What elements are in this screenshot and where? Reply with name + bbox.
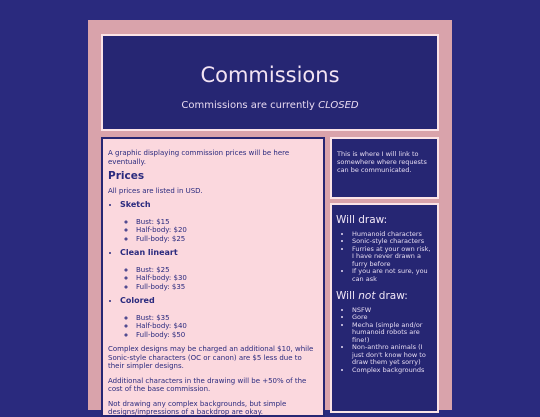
page-title: Commissions	[200, 63, 340, 87]
status-prefix: Commissions are currently	[181, 100, 315, 111]
price-item: ◦ Bust: $25	[136, 266, 318, 275]
will-draw-heading: Will draw:	[336, 214, 388, 226]
category-name: • Clean lineart	[120, 248, 178, 257]
list-item: • Gore	[352, 314, 433, 322]
price-item: ◦ Bust: $15	[136, 218, 318, 227]
will-draw-list	[336, 231, 433, 284]
list-item: • Furries at your own risk, I have never drawn a furry before	[352, 246, 433, 269]
price-item: ◦ Half-body: $20	[136, 226, 318, 235]
price-item: ◦ Full-body: $25	[136, 235, 318, 244]
price-item: ◦ Full-body: $35	[136, 283, 318, 292]
price-item: ◦ Half-body: $40	[136, 322, 318, 331]
will-not-draw-list	[336, 307, 433, 375]
prices-heading: Prices	[108, 170, 145, 182]
category-clean-lineart	[120, 249, 318, 291]
price-item: ◦ Full-body: $50	[136, 331, 318, 340]
category-sketch	[120, 201, 318, 243]
will-not-draw-heading: Will not draw:	[336, 290, 408, 302]
status-value: CLOSED	[318, 100, 359, 111]
contact-info-panel	[330, 137, 439, 199]
category-name: • Sketch	[120, 200, 151, 209]
price-item: ◦ Bust: $35	[136, 314, 318, 323]
price-item: ◦ Half-body: $30	[136, 274, 318, 283]
category-colored	[120, 297, 318, 339]
background-note: Not drawing any complex backgrounds, but simple designs/impressions of a backdrop are okay.	[108, 399, 287, 416]
list-item: • Non-anthro animals (I just don't know how to draw them yet sorry)	[352, 344, 433, 367]
additional-note: Additional characters in the drawing will be +50% of the cost of the base commission.	[108, 376, 307, 393]
list-item: • Sonic-style characters	[352, 238, 433, 246]
price-categories	[108, 201, 318, 339]
draw-rules-panel	[330, 203, 439, 413]
list-item: • NSFW	[352, 307, 433, 315]
list-item: • Mecha (simple and/or humanoid robots are fine!)	[352, 322, 433, 345]
header-panel	[101, 34, 439, 131]
contact-info-text: This is where I will link to somewhere where requests can be communicated.	[337, 150, 427, 174]
currency-note: All prices are listed in USD.	[108, 186, 203, 195]
list-item: • Complex backgrounds	[352, 367, 433, 375]
intro-text: A graphic displaying commission prices will be here eventually.	[108, 149, 290, 166]
category-name: • Colored	[120, 296, 155, 305]
complex-note: Complex designs may be charged an additional $10, while Sonic-style characters (OC or canon) are $5 less due to their simpler designs.	[108, 345, 314, 370]
prices-panel	[101, 137, 325, 417]
list-item: • If you are not sure, you can ask	[352, 268, 433, 283]
commission-status	[103, 100, 437, 111]
list-item: • Humanoid characters	[352, 231, 433, 239]
